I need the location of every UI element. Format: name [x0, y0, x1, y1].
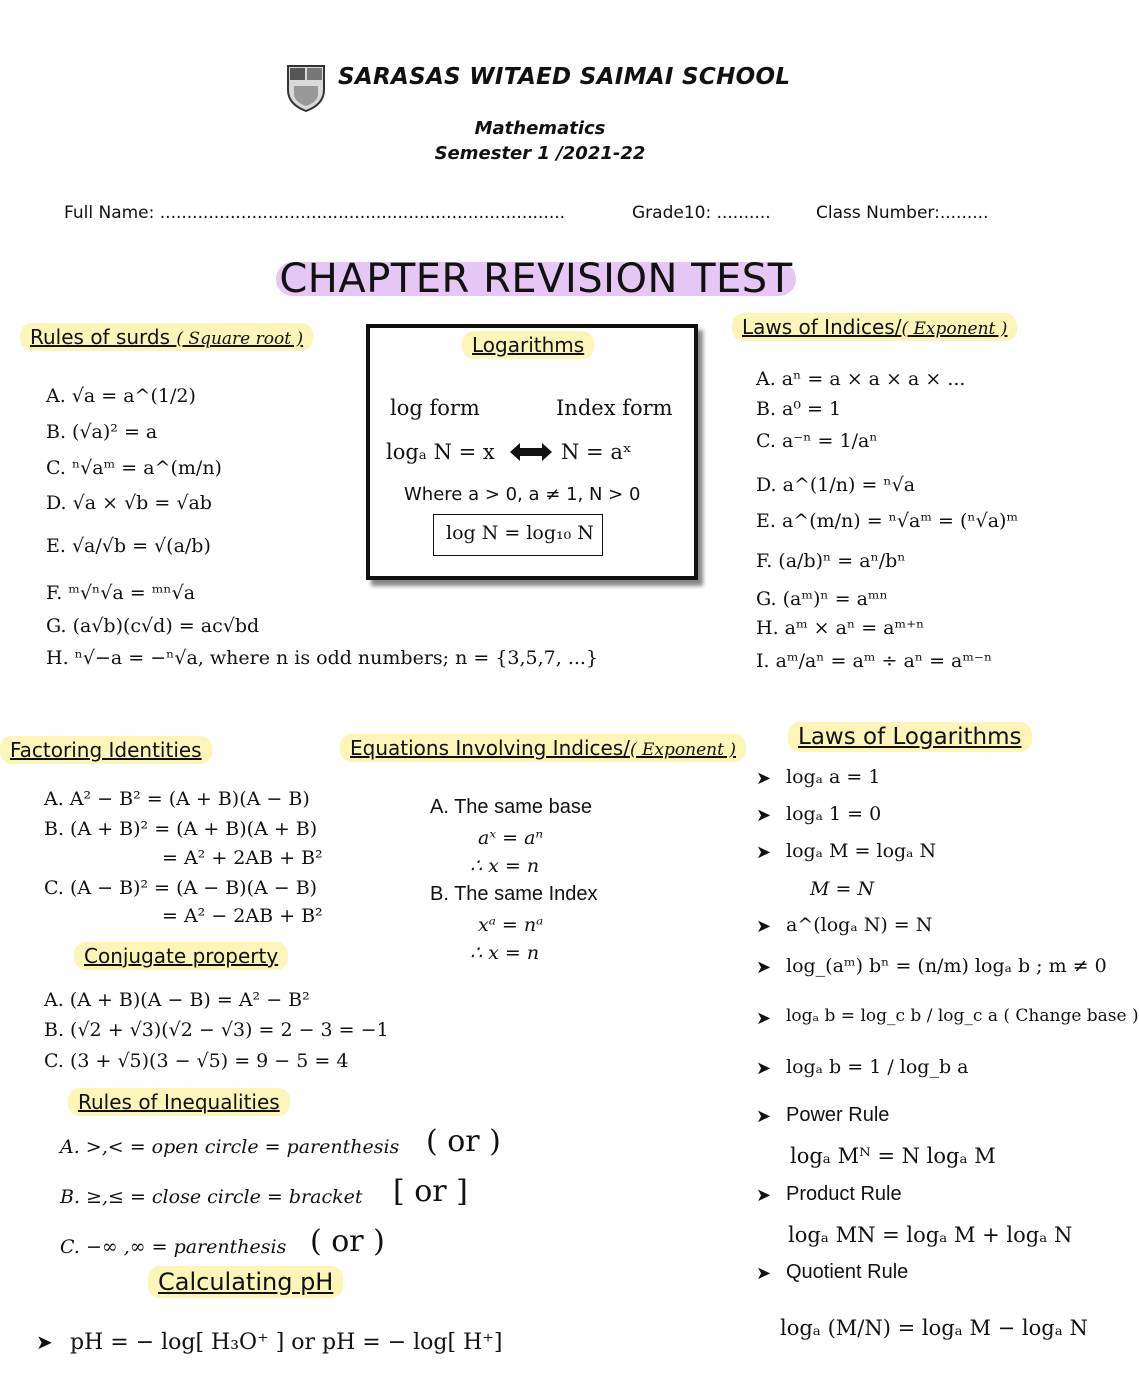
arrow-bullet-icon: ➤	[756, 805, 772, 826]
laws-log-item: logₐ M = logₐ N	[786, 840, 937, 862]
equations-a-eq: aˣ = aⁿ	[478, 827, 544, 849]
factoring-item: B. (A + B)² = (A + B)(A + B)	[44, 818, 318, 840]
indices-item: H. aᵐ × aⁿ = aᵐ⁺ⁿ	[756, 617, 925, 639]
equations-heading: Equations Involving Indices/( Exponent )	[340, 736, 746, 760]
log-left: logₐ N = x	[386, 440, 495, 464]
surds-item: D. √a × √b = √ab	[46, 492, 212, 514]
index-form-label: Index form	[556, 396, 673, 420]
common-log: log N = log₁₀ N	[446, 522, 594, 544]
laws-log-item: Product Rule	[786, 1183, 902, 1205]
surds-item: A. √a = a^(1/2)	[46, 385, 196, 407]
indices-item: D. a^(1/n) = ⁿ√a	[756, 474, 916, 496]
equations-a-label: A. The same base	[430, 796, 592, 818]
subject: Mathematics	[474, 118, 606, 139]
double-arrow-icon	[510, 442, 552, 462]
logarithms-heading: Logarithms	[462, 333, 594, 357]
indices-item: G. (aᵐ)ⁿ = aᵐⁿ	[756, 588, 888, 610]
factoring-heading: Factoring Identities	[0, 738, 212, 762]
surds-item: B. (√a)² = a	[46, 421, 158, 443]
arrow-bullet-icon: ➤	[756, 1106, 772, 1127]
arrow-bullet-icon: ➤	[756, 916, 772, 937]
surds-item: E. √a/√b = √(a/b)	[46, 535, 211, 557]
indices-item: C. a⁻ⁿ = 1/aⁿ	[756, 430, 878, 452]
arrow-bullet-icon: ➤	[756, 1058, 772, 1079]
inequality-b-symbol: [ or ]	[393, 1174, 468, 1209]
arrow-bullet-icon: ➤	[756, 1185, 772, 1206]
conjugate-heading: Conjugate property	[74, 944, 288, 968]
arrow-bullet-icon: ➤	[756, 768, 772, 789]
inequality-b: B. ≥,≤ = close circle = bracket	[60, 1186, 363, 1208]
arrow-bullet-icon: ➤	[756, 1263, 772, 1284]
semester: Semester 1 /2021-22	[434, 143, 646, 164]
inequality-a-symbol: ( or )	[426, 1124, 501, 1159]
laws-log-item: M = N	[810, 878, 875, 900]
laws-log-item: logₐ a = 1	[786, 766, 881, 788]
school-crest-icon	[286, 64, 326, 112]
factoring-item: C. (A − B)² = (A − B)(A − B)	[44, 877, 318, 899]
equations-b-res: ∴ x = n	[470, 942, 540, 964]
log-condition: Where a > 0, a ≠ 1, N > 0	[404, 484, 641, 505]
grade-field[interactable]: Grade10: ..........	[632, 203, 771, 223]
laws-log-item: logₐ Mᴺ = N logₐ M	[790, 1144, 996, 1168]
page-title: CHAPTER REVISION TEST	[279, 256, 793, 302]
equations-a-res: ∴ x = n	[470, 855, 540, 877]
laws-log-item: logₐ b = log_c b / log_c a ( Change base )	[786, 1006, 1139, 1026]
inequalities-heading: Rules of Inequalities	[68, 1090, 290, 1114]
conjugate-item: C. (3 + √5)(3 − √5) = 9 − 5 = 4	[44, 1050, 349, 1072]
inequality-a: A. >,< = open circle = parenthesis	[60, 1136, 400, 1158]
factoring-item: = A² + 2AB + B²	[162, 847, 323, 869]
inequality-c: C. −∞ ,∞ = parenthesis	[60, 1236, 287, 1258]
school-name: SARASAS WITAED SAIMAI SCHOOL	[338, 64, 791, 90]
class-number-field[interactable]: Class Number:.........	[816, 203, 989, 223]
equations-b-label: B. The same Index	[430, 883, 598, 905]
equations-b-eq: xᵃ = nᵃ	[478, 914, 544, 936]
factoring-item: A. A² − B² = (A + B)(A − B)	[44, 788, 310, 810]
arrow-bullet-icon: ➤	[756, 1008, 772, 1029]
laws-log-heading: Laws of Logarithms	[788, 724, 1032, 750]
ph-formula: pH = − log[ H₃O⁺ ] or pH = − log[ H⁺]	[70, 1330, 503, 1355]
inequality-c-symbol: ( or )	[310, 1224, 385, 1259]
indices-item: B. a⁰ = 1	[756, 398, 842, 420]
indices-item: F. (a/b)ⁿ = aⁿ/bⁿ	[756, 550, 906, 572]
log-form-label: log form	[390, 396, 480, 420]
surds-item: F. ᵐ√ⁿ√a = ᵐⁿ√a	[46, 582, 196, 604]
indices-item: I. aᵐ/aⁿ = aᵐ ÷ aⁿ = aᵐ⁻ⁿ	[756, 650, 993, 672]
laws-log-item: logₐ b = 1 / log_b a	[786, 1056, 969, 1078]
laws-log-item: Power Rule	[786, 1104, 890, 1126]
laws-log-item: logₐ MN = logₐ M + logₐ N	[788, 1223, 1073, 1247]
surds-item: H. ⁿ√−a = −ⁿ√a, where n is odd numbers; n = {3,5,7, ...}	[46, 647, 599, 669]
surds-item: G. (a√b)(c√d) = ac√bd	[46, 615, 260, 637]
indices-heading: Laws of Indices/( Exponent )	[732, 315, 1017, 339]
surds-item: C. ⁿ√aᵐ = a^(m/n)	[46, 457, 222, 479]
ph-bullet-icon: ➤	[36, 1330, 53, 1354]
indices-item: E. a^(m/n) = ⁿ√aᵐ = (ⁿ√a)ᵐ	[756, 510, 1019, 532]
log-right: N = aˣ	[561, 440, 632, 464]
laws-log-item: logₐ (M/N) = logₐ M − logₐ N	[780, 1316, 1088, 1340]
laws-log-item: Quotient Rule	[786, 1261, 909, 1283]
laws-log-item: logₐ 1 = 0	[786, 803, 882, 825]
arrow-bullet-icon: ➤	[756, 957, 772, 978]
arrow-bullet-icon: ➤	[756, 842, 772, 863]
factoring-item: = A² − 2AB + B²	[162, 905, 323, 927]
full-name-field[interactable]: Full Name: ...........................................................................	[64, 203, 566, 223]
surds-heading: Rules of surds ( Square root )	[20, 325, 313, 349]
laws-log-item: a^(logₐ N) = N	[786, 914, 933, 936]
indices-item: A. aⁿ = a × a × a × ...	[756, 368, 966, 390]
ph-heading: Calculating pH	[148, 1268, 343, 1296]
conjugate-item: A. (A + B)(A − B) = A² − B²	[44, 989, 310, 1011]
laws-log-item: log_(aᵐ) bⁿ = (n/m) logₐ b ; m ≠ 0	[786, 955, 1107, 977]
conjugate-item: B. (√2 + √3)(√2 − √3) = 2 − 3 = −1	[44, 1019, 389, 1041]
